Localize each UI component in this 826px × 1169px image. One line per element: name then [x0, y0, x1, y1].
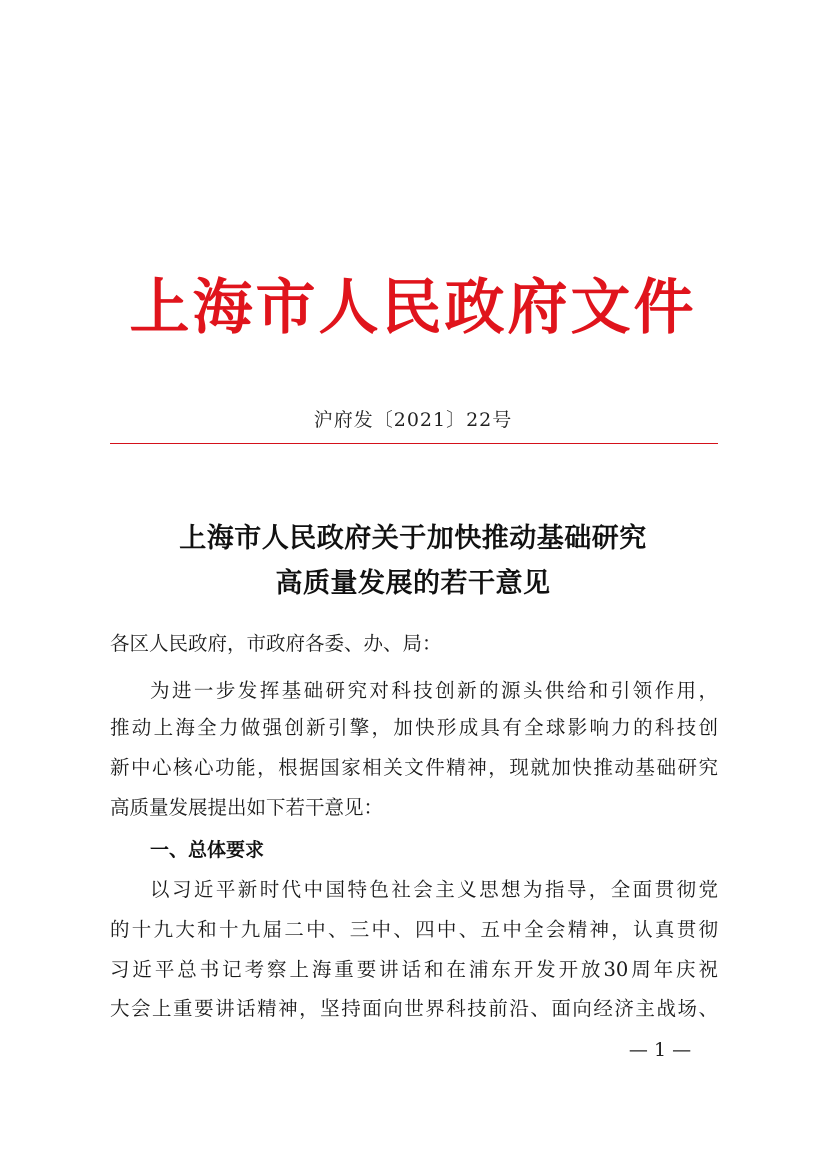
document-masthead: 上海市人民政府文件: [129, 273, 697, 343]
paragraph-2-line-3: 习近平总书记考察上海重要讲话和在浦东开发开放30周年庆祝: [110, 958, 718, 981]
red-divider-line: [110, 443, 718, 444]
section-heading-general-requirements: 一、总体要求: [150, 839, 265, 861]
paragraph-2-line-1: 以习近平新时代中国特色社会主义思想为指导，全面贯彻党: [150, 878, 718, 901]
paragraph-1-line-3: 新中心核心功能，根据国家相关文件精神，现就加快推动基础研究: [110, 756, 718, 779]
document-title-line-1: 上海市人民政府关于加快推动基础研究: [179, 523, 647, 554]
page-number: — 1 —: [628, 1039, 692, 1061]
paragraph-2-line-2: 的十九大和十九届二中、三中、四中、五中全会精神，认真贯彻: [110, 918, 718, 941]
salutation: 各区人民政府，市政府各委、办、局：: [110, 632, 442, 655]
document-title-line-2: 高质量发展的若干意见: [275, 568, 551, 599]
paragraph-1-line-2: 推动上海全力做强创新引擎，加快形成具有全球影响力的科技创: [110, 716, 718, 739]
document-number: 沪府发〔2021〕22号: [313, 409, 513, 431]
paragraph-2-line-4: 大会上重要讲话精神，坚持面向世界科技前沿、面向经济主战场、: [110, 997, 718, 1020]
paragraph-1-line-1: 为进一步发挥基础研究对科技创新的源头供给和引领作用，: [150, 679, 718, 702]
paragraph-1-line-4: 高质量发展提出如下若干意见：: [110, 796, 384, 819]
